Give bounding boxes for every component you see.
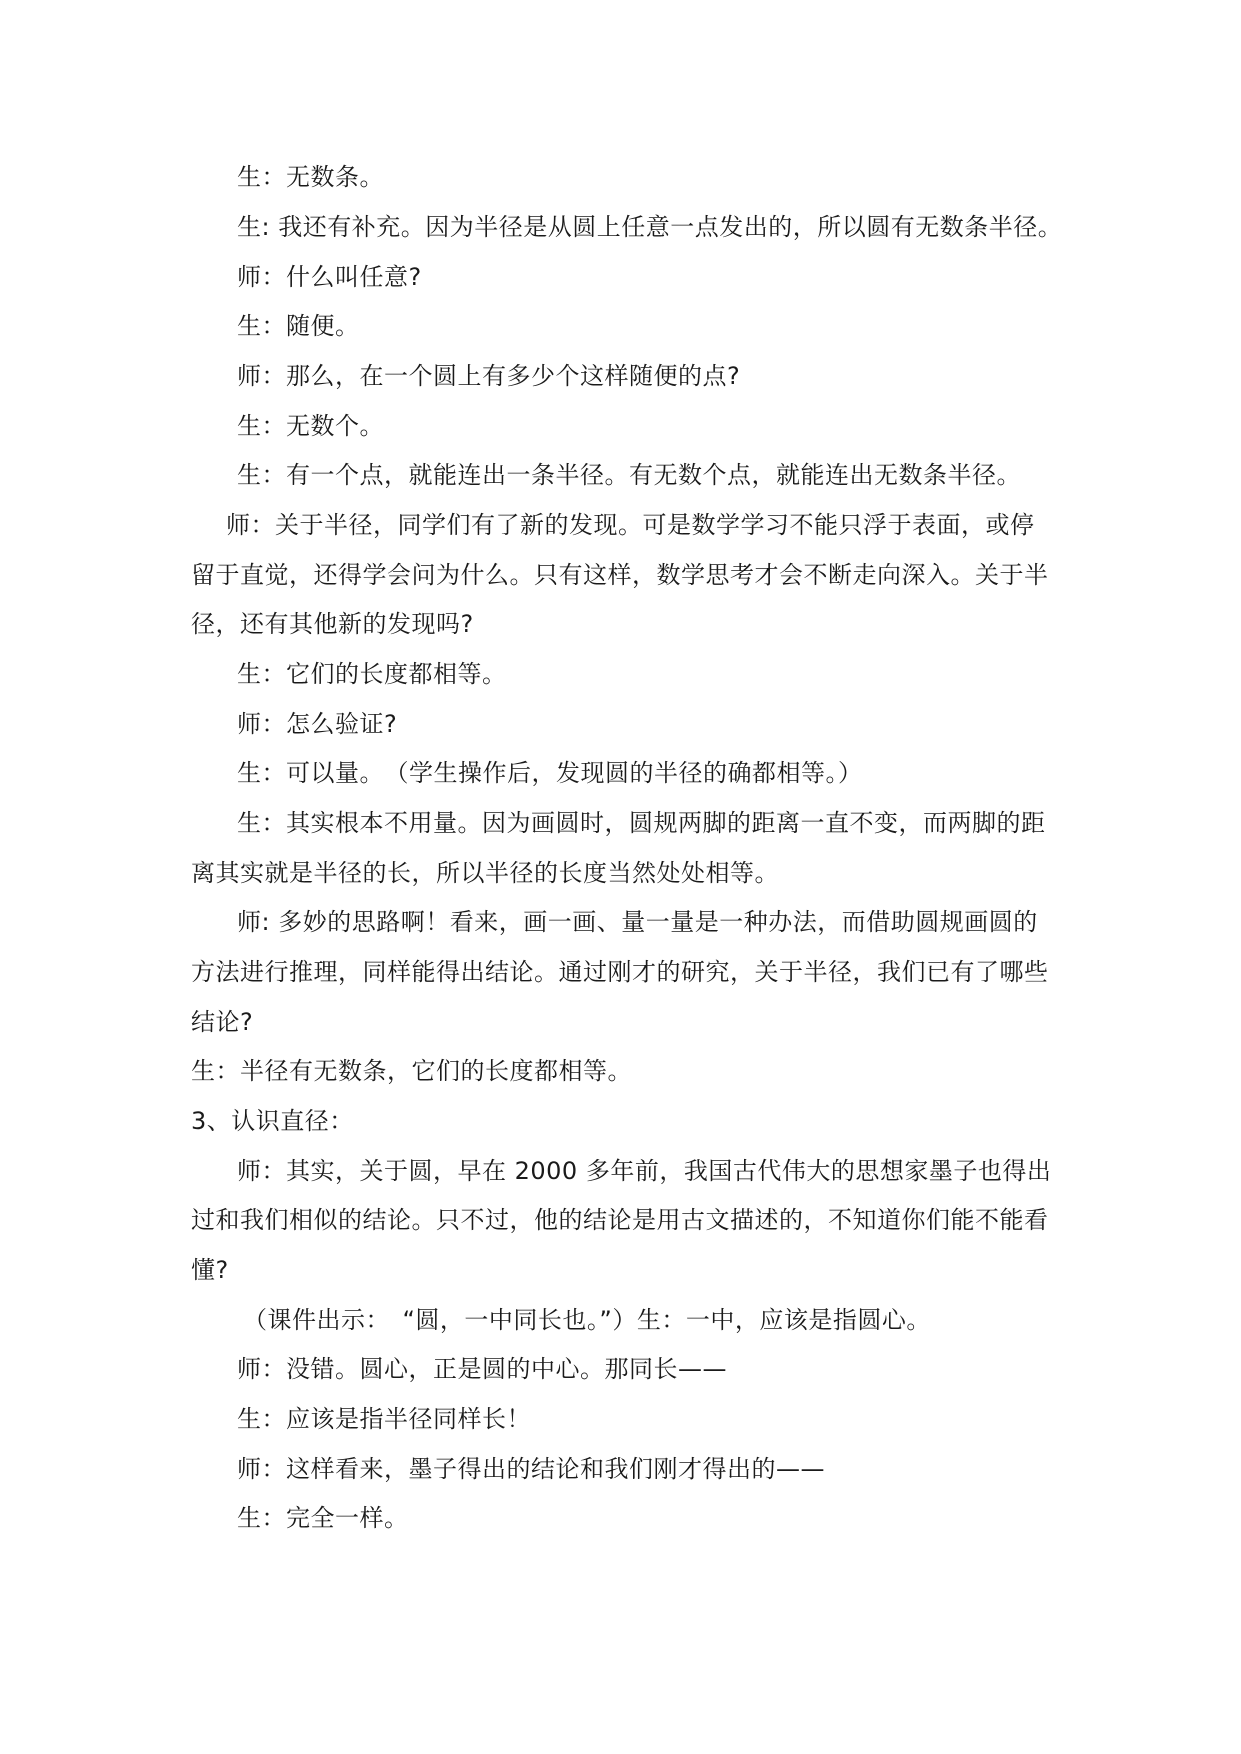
text-line: 生：有一个点，就能连出一条半径。有无数个点，就能连出无数条半径。: [237, 461, 1021, 489]
text-line: 留于直觉，还得学会问为什么。只有这样，数学思考才会不断走向深入。关于半: [191, 561, 1049, 589]
text-line: 生：无数条。: [237, 163, 384, 191]
text-line: 生：它们的长度都相等。: [237, 660, 507, 688]
text-line: 师：怎么验证?: [237, 710, 398, 738]
text-line: 生：应该是指半径同样长！: [237, 1405, 531, 1433]
text-line: 师：没错。圆心，正是圆的中心。那同长——: [237, 1355, 727, 1383]
text-line: 过和我们相似的结论。只不过，他的结论是用古文描述的，不知道你们能不能看: [191, 1206, 1049, 1234]
text-line: 生：随便。: [237, 312, 360, 340]
text-line: 师：什么叫任意?: [237, 263, 422, 291]
text-line: 师：那么，在一个圆上有多少个这样随便的点?: [237, 362, 741, 390]
text-line: 师: 多妙的思路啊！看来，画一画、量一量是一种办法，而借助圆规画圆的: [237, 908, 1038, 936]
text-line: 生：完全一样。: [237, 1504, 409, 1532]
text-line: 径，还有其他新的发现吗?: [191, 610, 474, 638]
text-line: 生：可以量。 （学生操作后，发现圆的半径的确都相等。）: [237, 759, 863, 787]
text-line: 师：这样看来，墨子得出的结论和我们刚才得出的——: [237, 1455, 825, 1483]
text-line: 生：无数个。: [237, 412, 384, 440]
text-line: 师：其实，关于圆，早在 2000 多年前，我国古代伟大的思想家墨子也得出: [237, 1157, 1052, 1185]
text-line: 师：关于半径，同学们有了新的发现。可是数学学习不能只浮于表面，或停: [226, 511, 1035, 539]
text-line: 结论?: [191, 1008, 254, 1036]
section-heading: 3、认识直径：: [191, 1107, 354, 1135]
text-line: 生：半径有无数条，它们的长度都相等。: [191, 1057, 632, 1085]
text-line: （课件出示： “圆，一中同长也。”）生：一中，应该是指圆心。: [243, 1306, 931, 1334]
text-line: 方法进行推理，同样能得出结论。通过刚才的研究，关于半径，我们已有了哪些: [191, 958, 1049, 986]
text-line: 懂?: [191, 1256, 229, 1284]
text-line: 离其实就是半径的长，所以半径的长度当然处处相等。: [191, 859, 779, 887]
text-line: 生: 我还有补充。因为半径是从圆上任意一点发出的，所以圆有无数条半径。: [237, 213, 1063, 241]
text-line: 生：其实根本不用量。因为画圆时，圆规两脚的距离一直不变，而两脚的距: [237, 809, 1046, 837]
